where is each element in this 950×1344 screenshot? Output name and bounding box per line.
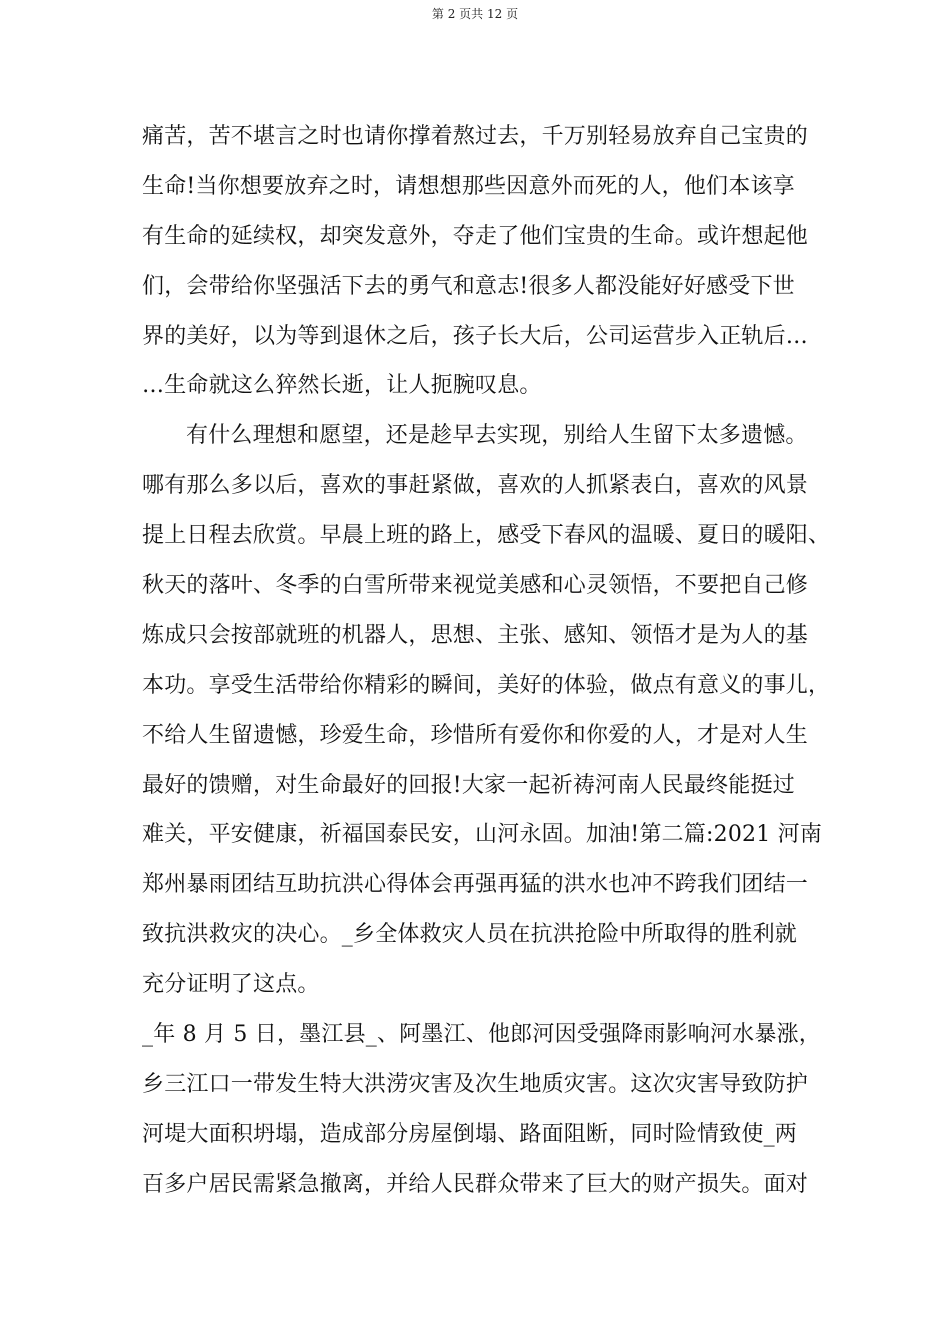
text-line: 不给人生留遗憾，珍爱生命，珍惜所有爱你和你爱的人，才是对人生 (142, 722, 809, 748)
text-line: 们，会带给你坚强活下去的勇气和意志!很多人都没能好好感受下世 (142, 273, 795, 299)
text-line: 生命!当你想要放弃之时，请想想那些因意外而死的人，他们本该享 (142, 173, 795, 199)
text-line: 河堤大面积坍塌，造成部分房屋倒塌、路面阻断，同时险情致使_两 (142, 1121, 798, 1147)
text-line: 哪有那么多以后，喜欢的事赶紧做，喜欢的人抓紧表白，喜欢的风景 (142, 473, 809, 499)
text-line: 痛苦，苦不堪言之时也请你撑着熬过去，千万别轻易放弃自己宝贵的 (142, 124, 809, 149)
text-line: _年 8 月 5 日，墨江县_、阿墨江、他郎河因受强降雨影响河水暴涨， (142, 1022, 821, 1048)
paragraph-start-line: 有什么理想和愿望，还是趁早去实现，别给人生留下太多遗憾。 (186, 423, 808, 449)
text-line: 本功。享受生活带给你精彩的瞬间，美好的体验，做点有意义的事儿， (142, 672, 831, 698)
text-line: 难关，平安健康，祈福国泰民安，山河永固。加油!第二篇:2021 河南 (142, 822, 823, 848)
text-line: 郑州暴雨团结互助抗洪心得体会再强再猛的洪水也冲不跨我们团结一 (142, 872, 809, 898)
text-line: 炼成只会按部就班的机器人，思想、主张、感知、领悟才是为人的基 (142, 622, 809, 648)
document-body (142, 112, 842, 1210)
text-line: 有生命的延续权，却突发意外，夺走了他们宝贵的生命。或许想起他 (142, 223, 809, 249)
text-line: 最好的馈赠，对生命最好的回报!大家一起祈祷河南人民最终能挺过 (142, 772, 795, 798)
text-line: 提上日程去欣赏。早晨上班的路上，感受下春风的温暖、夏日的暖阳、 (142, 523, 831, 549)
text-line: 致抗洪救灾的决心。_乡全体救灾人员在抗洪抢险中所取得的胜利就 (142, 922, 798, 948)
text-line: …生命就这么猝然长逝，让人扼腕叹息。 (142, 373, 542, 399)
text-line: 秋天的落叶、冬季的白雪所带来视觉美感和心灵领悟，不要把自己修 (142, 573, 809, 599)
text-line: 乡三江口一带发生特大洪涝灾害及次生地质灾害。这次灾害导致防护 (142, 1071, 809, 1097)
text-line: 界的美好，以为等到退休之后，孩子长大后，公司运营步入正轨后… (142, 323, 809, 349)
page-indicator: 第 2 页共 12 页 (431, 7, 519, 21)
text-line: 充分证明了这点。 (142, 972, 320, 998)
text-line: 百多户居民需紧急撤离，并给人民群众带来了巨大的财产损失。面对 (142, 1171, 809, 1197)
